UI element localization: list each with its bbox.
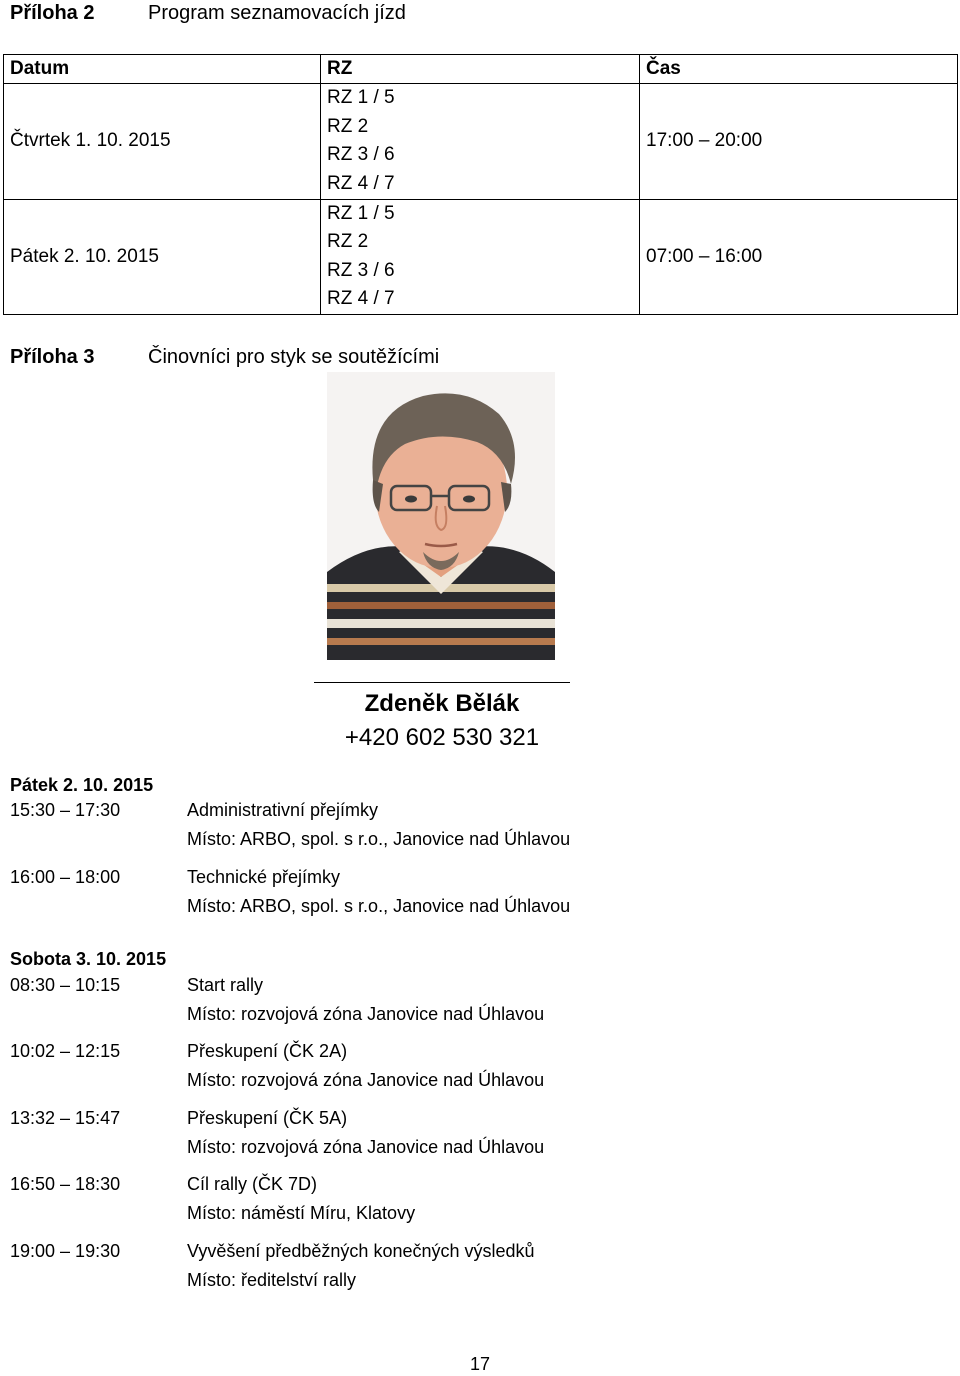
rz-item: RZ 4 / 7 [327,288,395,310]
page-number: 17 [469,1354,491,1374]
event-name: Start rally [187,975,264,995]
event-name: Administrativní přejímky [187,800,379,820]
event-place: Místo: rozvojová zóna Janovice nad Úhlavou [187,1070,545,1090]
row-time: 17:00 – 20:00 [640,84,958,200]
contact-name: Zdeněk Bělák [364,690,520,717]
header-datum: Datum [4,55,321,84]
day2-title: Sobota 3. 10. 2015 [10,949,167,969]
event-time: 16:00 – 18:00 [10,867,121,887]
signature-line [314,682,570,683]
table-row [4,84,958,200]
rz-item: RZ 1 / 5 [327,87,395,109]
event-name: Vyvěšení předběžných konečných výsledků [187,1241,535,1261]
rz-item: RZ 2 [327,231,369,253]
header-cas: Čas [640,55,958,84]
event-name: Technické přejímky [187,867,341,887]
appendix2-title: Program seznamovacích jízd [148,2,406,24]
event-time: 13:32 – 15:47 [10,1108,121,1128]
event-place: Místo: ředitelství rally [187,1270,357,1290]
rz-item: RZ 4 / 7 [327,172,395,194]
header-rz: RZ [321,55,640,84]
appendix3-label: Příloha 3 [10,346,95,368]
event-time: 10:02 – 12:15 [10,1041,121,1061]
official-portrait-photo [327,372,555,660]
event-place: Místo: náměstí Míru, Klatovy [187,1203,416,1223]
event-place: Místo: rozvojová zóna Janovice nad Úhlavou [187,1004,545,1024]
event-time: 15:30 – 17:30 [10,800,121,820]
row-date: Čtvrtek 1. 10. 2015 [4,84,321,200]
event-name: Přeskupení (ČK 5A) [187,1108,348,1128]
event-place: Místo: rozvojová zóna Janovice nad Úhlavou [187,1137,545,1157]
event-name: Cíl rally (ČK 7D) [187,1174,318,1194]
schedule-table [3,54,958,315]
event-place: Místo: ARBO, spol. s r.o., Janovice nad Úhlavou [187,896,571,916]
rz-item: RZ 3 / 6 [327,144,395,166]
table-header-row [4,55,958,84]
rz-item: RZ 3 / 6 [327,259,395,281]
row-rz-list [321,84,640,200]
portrait-illustration [327,372,555,660]
event-name: Přeskupení (ČK 2A) [187,1041,348,1061]
rz-item: RZ 1 / 5 [327,202,395,224]
event-time: 08:30 – 10:15 [10,975,121,995]
row-time: 07:00 – 16:00 [640,199,958,315]
rz-item: RZ 2 [327,115,369,137]
table-row [4,199,958,315]
event-time: 16:50 – 18:30 [10,1174,121,1194]
row-rz-list [321,199,640,315]
day1-title: Pátek 2. 10. 2015 [10,775,154,795]
event-place: Místo: ARBO, spol. s r.o., Janovice nad Úhlavou [187,829,571,849]
appendix3-title: Činovníci pro styk se soutěžícími [148,346,440,368]
contact-phone: +420 602 530 321 [344,724,540,751]
event-time: 19:00 – 19:30 [10,1241,121,1261]
row-date: Pátek 2. 10. 2015 [4,199,321,315]
appendix2-label: Příloha 2 [10,2,95,24]
